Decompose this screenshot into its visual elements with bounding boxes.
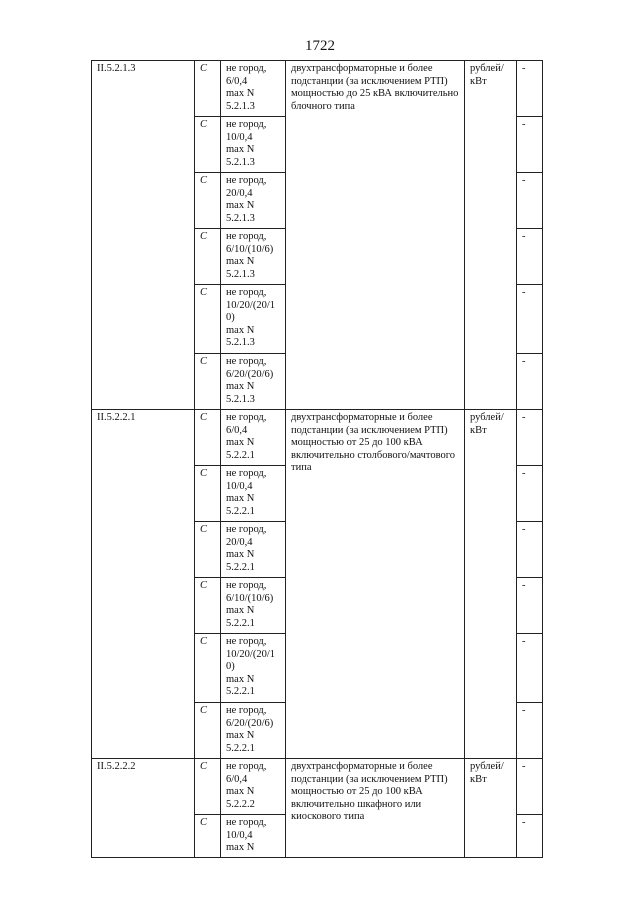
category-cell: C [195, 410, 221, 466]
restriction-cell [221, 173, 286, 229]
restriction-line: не город, [226, 761, 267, 772]
category-cell: C [195, 117, 221, 173]
restriction-line: max N [226, 493, 255, 505]
restriction-line: не город, [226, 636, 267, 647]
restriction-line: не город, [226, 63, 267, 74]
restriction-line: 5.2.2.1 [226, 742, 255, 754]
restriction-line: max N [226, 437, 255, 449]
category-cell: C [195, 466, 221, 522]
restriction-line: max N [226, 786, 255, 798]
category-cell: C [195, 634, 221, 703]
category-cell: C [195, 354, 221, 410]
restriction-line: 10/0,4 [226, 480, 253, 492]
restriction-cell [221, 117, 286, 173]
restriction-line: не город, [226, 412, 267, 423]
restriction-line: 5.2.1.3 [226, 337, 255, 349]
restriction-cell [221, 815, 286, 858]
restriction-line: 20/0,4 [226, 187, 253, 199]
restriction-line: 10/0,4 [226, 829, 253, 841]
value-cell: - [517, 815, 543, 858]
restriction-line: 5.2.2.1 [226, 686, 255, 698]
restriction-line: max N [226, 144, 255, 156]
value-cell: - [517, 522, 543, 578]
restriction-line: 10/0,4 [226, 131, 253, 143]
restriction-line: max N [226, 842, 255, 854]
restriction-line: 5.2.1.3 [226, 393, 255, 405]
restriction-cell [221, 61, 286, 117]
restriction-line: 5.2.2.2 [226, 798, 255, 810]
restriction-line: max N [226, 549, 255, 561]
tariff-table [91, 60, 543, 858]
restriction-line: 6/0,4 [226, 424, 248, 436]
restriction-cell [221, 285, 286, 354]
restriction-line: не город, [226, 580, 267, 591]
table-row [92, 410, 543, 466]
restriction-line: max N [226, 88, 255, 100]
category-cell: C [195, 285, 221, 354]
value-cell: - [517, 759, 543, 815]
value-cell: - [517, 578, 543, 634]
value-cell: - [517, 354, 543, 410]
restriction-line: 20/0,4 [226, 536, 253, 548]
restriction-line: не город, [226, 468, 267, 479]
restriction-line: 0) [226, 661, 235, 673]
value-cell: - [517, 634, 543, 703]
restriction-line: 6/10/(10/6) [226, 243, 274, 255]
category-cell: C [195, 578, 221, 634]
restriction-line: 6/20/(20/6) [226, 717, 274, 729]
category-cell: C [195, 229, 221, 285]
unit-cell: рублей/ кВт [465, 759, 517, 858]
restriction-cell [221, 578, 286, 634]
restriction-line: не город, [226, 705, 267, 716]
restriction-line: max N [226, 673, 255, 685]
table-row [92, 759, 543, 815]
table-row [92, 61, 543, 117]
item-code: II.5.2.2.2 [92, 759, 195, 858]
restriction-line: 10/20/(20/1 [226, 648, 275, 660]
restriction-line: не город, [226, 119, 267, 130]
item-code: II.5.2.1.3 [92, 61, 195, 410]
restriction-line: 5.2.2.1 [226, 505, 255, 517]
restriction-line: не город, [226, 524, 267, 535]
restriction-line: 0) [226, 312, 235, 324]
restriction-cell [221, 410, 286, 466]
restriction-line: не город, [226, 817, 267, 828]
restriction-line: 5.2.1.3 [226, 100, 255, 112]
category-cell: C [195, 759, 221, 815]
restriction-line: max N [226, 256, 255, 268]
category-cell: C [195, 703, 221, 759]
restriction-line: max N [226, 605, 255, 617]
restriction-cell [221, 354, 286, 410]
tariff-table-body [92, 61, 543, 858]
restriction-line: 5.2.1.3 [226, 212, 255, 224]
restriction-line: 6/0,4 [226, 773, 248, 785]
restriction-cell [221, 466, 286, 522]
restriction-line: не город, [226, 287, 267, 298]
value-cell: - [517, 229, 543, 285]
restriction-cell [221, 759, 286, 815]
restriction-cell [221, 634, 286, 703]
value-cell: - [517, 410, 543, 466]
value-cell: - [517, 466, 543, 522]
restriction-line: 5.2.1.3 [226, 156, 255, 168]
restriction-line: max N [226, 730, 255, 742]
restriction-line: 6/20/(20/6) [226, 368, 274, 380]
value-cell: - [517, 173, 543, 229]
value-cell: - [517, 61, 543, 117]
restriction-line: 5.2.2.1 [226, 449, 255, 461]
restriction-line: 6/0,4 [226, 75, 248, 87]
category-cell: C [195, 173, 221, 229]
restriction-line: max N [226, 324, 255, 336]
restriction-line: не город, [226, 175, 267, 186]
unit-cell: рублей/ кВт [465, 61, 517, 410]
restriction-line: 5.2.2.1 [226, 617, 255, 629]
restriction-cell [221, 703, 286, 759]
category-cell: C [195, 815, 221, 858]
item-code: II.5.2.2.1 [92, 410, 195, 759]
restriction-line: 6/10/(10/6) [226, 592, 274, 604]
unit-cell: рублей/ кВт [465, 410, 517, 759]
description-cell: двухтрансформаторные и более подстанции (за исключением РТП) мощностью до 25 кВА включительно блочного типа [286, 61, 465, 410]
restriction-line: max N [226, 200, 255, 212]
restriction-line: не город, [226, 231, 267, 242]
restriction-line: не город, [226, 356, 267, 367]
description-cell: двухтрансформаторные и более подстанции (за исключением РТП) мощностью от 25 до 100 кВА включительно столбового/мачтового типа [286, 410, 465, 759]
category-cell: C [195, 522, 221, 578]
restriction-cell [221, 522, 286, 578]
value-cell: - [517, 703, 543, 759]
restriction-line: 5.2.2.1 [226, 561, 255, 573]
description-cell: двухтрансформаторные и более подстанции (за исключением РТП) мощностью от 25 до 100 кВА включительно шкафного или киоскового типа [286, 759, 465, 858]
value-cell: - [517, 285, 543, 354]
restriction-cell [221, 229, 286, 285]
page-number: 1722 [305, 38, 335, 54]
restriction-line: 10/20/(20/1 [226, 299, 275, 311]
category-cell: C [195, 61, 221, 117]
value-cell: - [517, 117, 543, 173]
restriction-line: 5.2.1.3 [226, 268, 255, 280]
restriction-line: max N [226, 381, 255, 393]
